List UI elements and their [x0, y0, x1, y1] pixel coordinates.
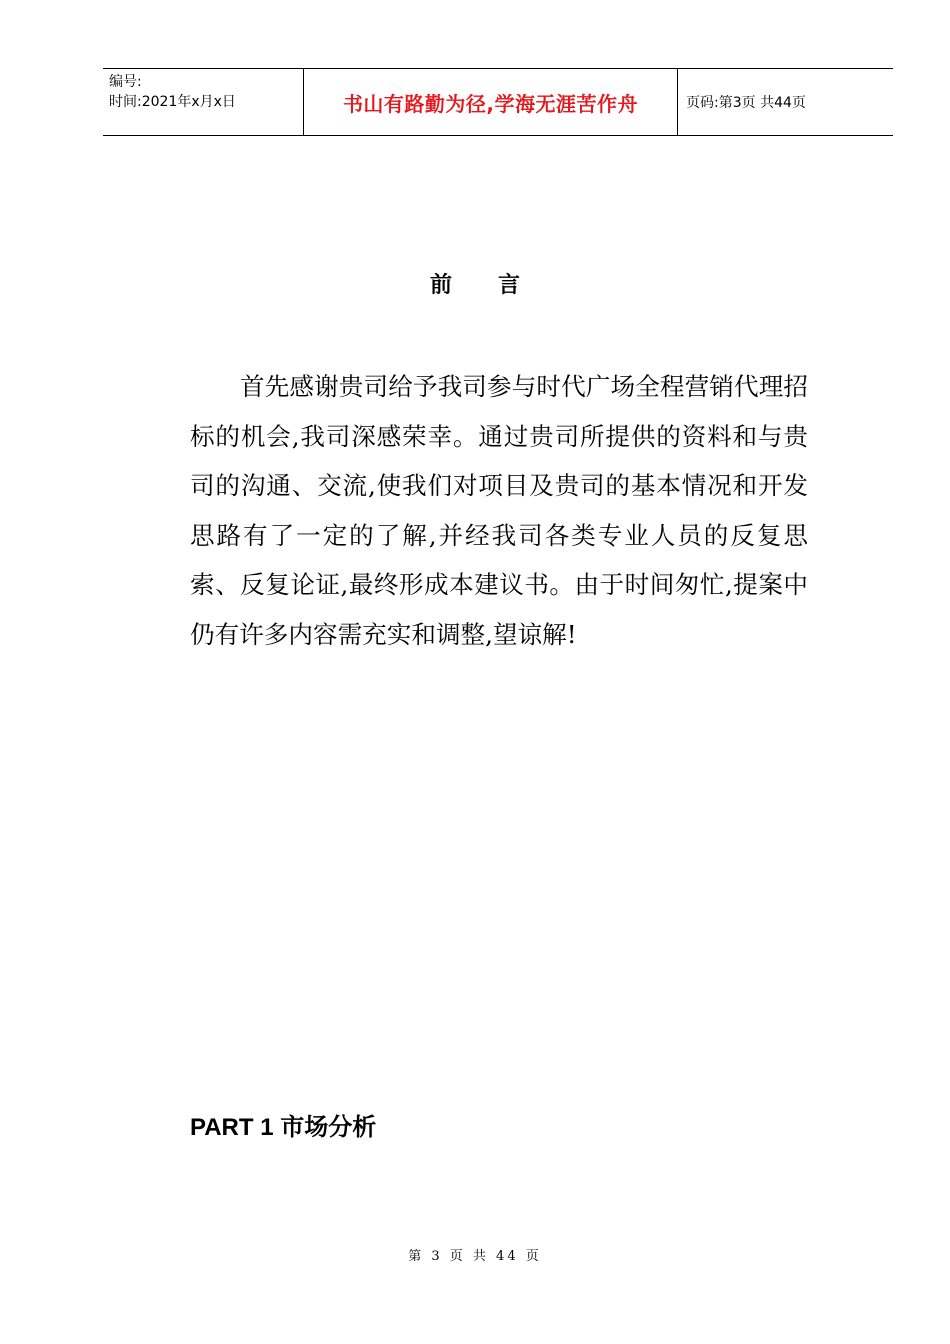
header-motto-cell [304, 69, 678, 135]
header-meta-cell [103, 69, 304, 135]
header-page-code: 页码:第3页 共44页 [686, 95, 806, 111]
document-time-label: 时间:2021年x月x日 [109, 94, 236, 110]
document-number-label: 编号: [109, 74, 142, 90]
header-motto: 书山有路勤为径,学海无涯苦作舟 [342, 91, 639, 116]
page-header [103, 68, 893, 136]
header-page-cell [678, 69, 893, 135]
section-heading: PART 1 市场分析 [190, 1114, 377, 1141]
preface-paragraph: 首先感谢贵司给予我司参与时代广场全程营销代理招标的机会,我司深感荣幸。通过贵司所提供的资料和与贵司的沟通、交流,使我们对项目及贵司的基本情况和开发思路有了一定的了解,并经我司各类专业人员的反复思索、反复论证,最终形成本建议书。由于时间匆忙,提案中仍有许多内容需充实和调整,望谅解! [190, 372, 808, 649]
page-title: 前言 [429, 272, 566, 298]
page-footer: 第 3 页 共 44 页 [408, 1249, 542, 1264]
